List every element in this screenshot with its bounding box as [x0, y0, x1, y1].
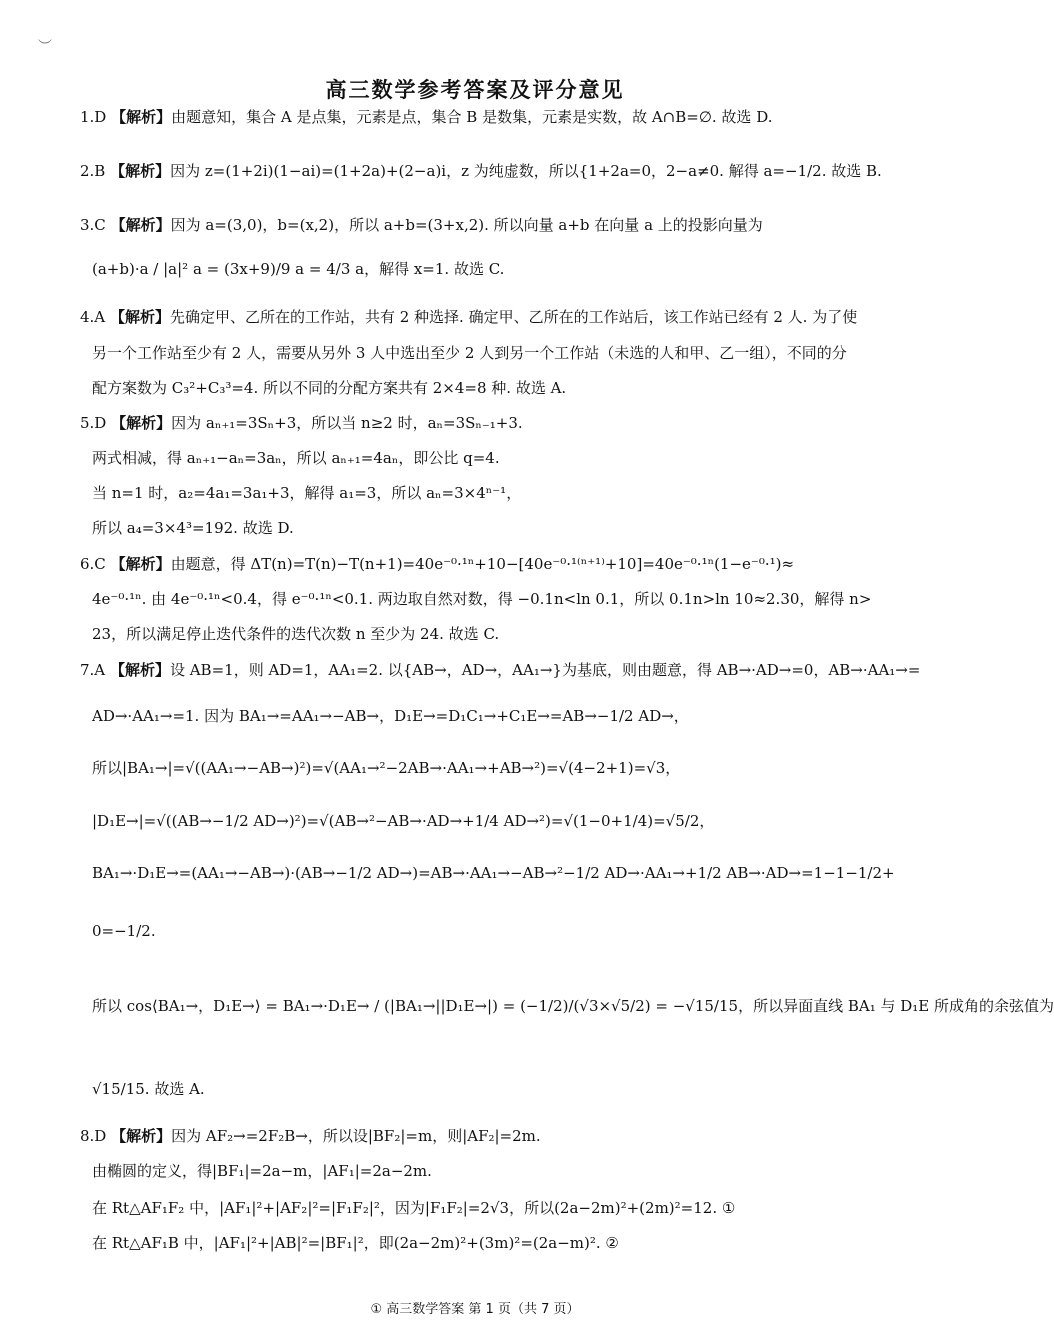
line-text: 先确定甲、乙所在的工作站，共有 2 种选择. 确定甲、乙所在的工作站后，该工作站已经有 2 人. 为了使 [169, 308, 858, 326]
answer-line [92, 258, 504, 280]
line-text: 两式相减，得 aₙ₊₁−aₙ=3aₙ，所以 aₙ₊₁=4aₙ，即公比 q=4. [92, 449, 500, 467]
analysis-tag: 【解析】 [111, 1127, 172, 1145]
line-text: 因为 z=(1+2i)(1−ai)=(1+2a)+(2−a)i，z 为纯虚数，所以{1+2a=0，2−a≠0. 解得 a=−1/2. 故选 B. [170, 162, 882, 180]
question-number: 7.A [80, 661, 106, 679]
answer-line [80, 1125, 541, 1147]
answer-line [80, 214, 763, 236]
answer-line [92, 995, 1054, 1017]
answer-line [92, 705, 689, 727]
question-number: 4.A [80, 308, 106, 326]
answer-line [92, 1197, 735, 1219]
answer-line [92, 588, 871, 610]
answer-line [92, 1160, 432, 1182]
analysis-tag: 【解析】 [110, 162, 171, 180]
line-text: BA₁→·D₁E→=(AA₁→−AB→)·(AB→−1/2 AD→)=AB→·AA₁→−AB→²−1/2 AD→·AA₁→+1/2 AB→·AD→=1−1−1/2+ [92, 864, 895, 882]
answer-line [80, 106, 772, 128]
answer-line [80, 160, 882, 182]
line-text: √15/15. 故选 A. [92, 1080, 205, 1098]
answer-line [92, 342, 847, 364]
analysis-tag: 【解析】 [110, 216, 171, 234]
analysis-tag: 【解析】 [111, 414, 172, 432]
answer-line [92, 377, 566, 399]
line-text: 所以 a₄=3×4³=192. 故选 D. [92, 519, 294, 537]
answer-line [92, 810, 714, 832]
answer-line [92, 757, 680, 779]
answer-line [92, 623, 499, 645]
answer-line [80, 553, 794, 575]
answer-line [92, 920, 156, 942]
line-text: 0=−1/2. [92, 922, 156, 940]
line-text: 因为 AF₂→=2F₂B→，所以设|BF₂|=m，则|AF₂|=2m. [171, 1127, 541, 1145]
question-number: 8.D [80, 1127, 107, 1145]
answer-line [92, 517, 294, 539]
line-text: 由椭圆的定义，得|BF₁|=2a−m，|AF₁|=2a−2m. [92, 1162, 432, 1180]
answer-line [80, 412, 523, 434]
line-text: 由题意知，集合 A 是点集，元素是点，集合 B 是数集，元素是实数，故 A∩B=∅. 故选 D. [171, 108, 773, 126]
answer-line [80, 306, 857, 328]
line-text: 所以 cos⟨BA₁→，D₁E→⟩ = BA₁→·D₁E→ / (|BA₁→||D₁E→|) = (−1/2)/(√3×√5/2) = −√15/15，所以异面直线 BA₁ 与 D₁E 所成角的余弦值为 [92, 997, 1054, 1015]
line-text: 另一个工作站至少有 2 人，需要从另外 3 人中选出至少 2 人到另一个工作站（未选的人和甲、乙一组），不同的分 [92, 344, 847, 362]
line-text: 由题意，得 ΔT(n)=T(n)−T(n+1)=40e⁻⁰·¹ⁿ+10−[40e⁻⁰·¹⁽ⁿ⁺¹⁾+10]=40e⁻⁰·¹ⁿ(1−e⁻⁰·¹)≈ [170, 555, 795, 573]
line-text: AD→·AA₁→=1. 因为 BA₁→=AA₁→−AB→，D₁E→=D₁C₁→+C₁E→=AB→−1/2 AD→， [92, 707, 689, 725]
answer-line [92, 482, 521, 504]
line-text: 所以|BA₁→|=√((AA₁→−AB→)²)=√(AA₁→²−2AB→·AA₁→+AB→²)=√(4−2+1)=√3， [92, 759, 681, 777]
line-text: 23，所以满足停止迭代条件的迭代次数 n 至少为 24. 故选 C. [92, 625, 500, 643]
line-text: 设 AB=1，则 AD=1，AA₁=2. 以{AB→，AD→，AA₁→}为基底，则由题意，得 AB→·AD→=0，AB→·AA₁→= [169, 661, 921, 679]
question-number: 5.D [80, 414, 107, 432]
analysis-tag: 【解析】 [110, 555, 171, 573]
question-number: 1.D [80, 108, 107, 126]
line-text: 在 Rt△AF₁B 中，|AF₁|²+|AB|²=|BF₁|²，即(2a−2m)²+(3m)²=(2a−m)². ② [92, 1234, 619, 1252]
line-text: 在 Rt△AF₁F₂ 中，|AF₁|²+|AF₂|²=|F₁F₂|²，因为|F₁F₂|=2√3，所以(2a−2m)²+(2m)²=12. ① [92, 1199, 736, 1217]
line-text: 4e⁻⁰·¹ⁿ. 由 4e⁻⁰·¹ⁿ<0.4，得 e⁻⁰·¹ⁿ<0.1. 两边取自然对数，得 −0.1n<ln 0.1，所以 0.1n>ln 10≈2.30，解得 n> [92, 590, 872, 608]
analysis-tag: 【解析】 [109, 661, 170, 679]
answer-line [92, 1078, 205, 1100]
analysis-tag: 【解析】 [109, 308, 170, 326]
line-text: 当 n=1 时，a₂=4a₁=3a₁+3，解得 a₁=3，所以 aₙ=3×4ⁿ⁻¹， [92, 484, 522, 502]
answer-line [92, 862, 895, 884]
answer-line [92, 447, 500, 469]
question-number: 3.C [80, 216, 106, 234]
line-text: 配方案数为 C₃²+C₃³=4. 所以不同的分配方案共有 2×4=8 种. 故选 A. [92, 379, 567, 397]
line-text: 因为 a=(3,0)，b=(x,2)，所以 a+b=(3+x,2). 所以向量 a+b 在向量 a 上的投影向量为 [170, 216, 763, 234]
corner-mark: ︶ [38, 39, 52, 55]
line-text: (a+b)·a / |a|² a = (3x+9)/9 a = 4/3 a，解得 x=1. 故选 C. [92, 260, 505, 278]
answer-line [92, 1232, 619, 1254]
answer-line [80, 659, 920, 681]
page-title: 高三数学参考答案及评分意见 [325, 78, 625, 102]
line-text: 因为 aₙ₊₁=3Sₙ+3，所以当 n≥2 时，aₙ=3Sₙ₋₁+3. [171, 414, 523, 432]
question-number: 2.B [80, 162, 106, 180]
page-footer: ① 高三数学答案 第 1 页（共 7 页） [370, 1302, 580, 1317]
analysis-tag: 【解析】 [111, 108, 172, 126]
line-text: |D₁E→|=√((AB→−1/2 AD→)²)=√(AB→²−AB→·AD→+1/4 AD→²)=√(1−0+1/4)=√5/2， [92, 812, 715, 830]
question-number: 6.C [80, 555, 106, 573]
